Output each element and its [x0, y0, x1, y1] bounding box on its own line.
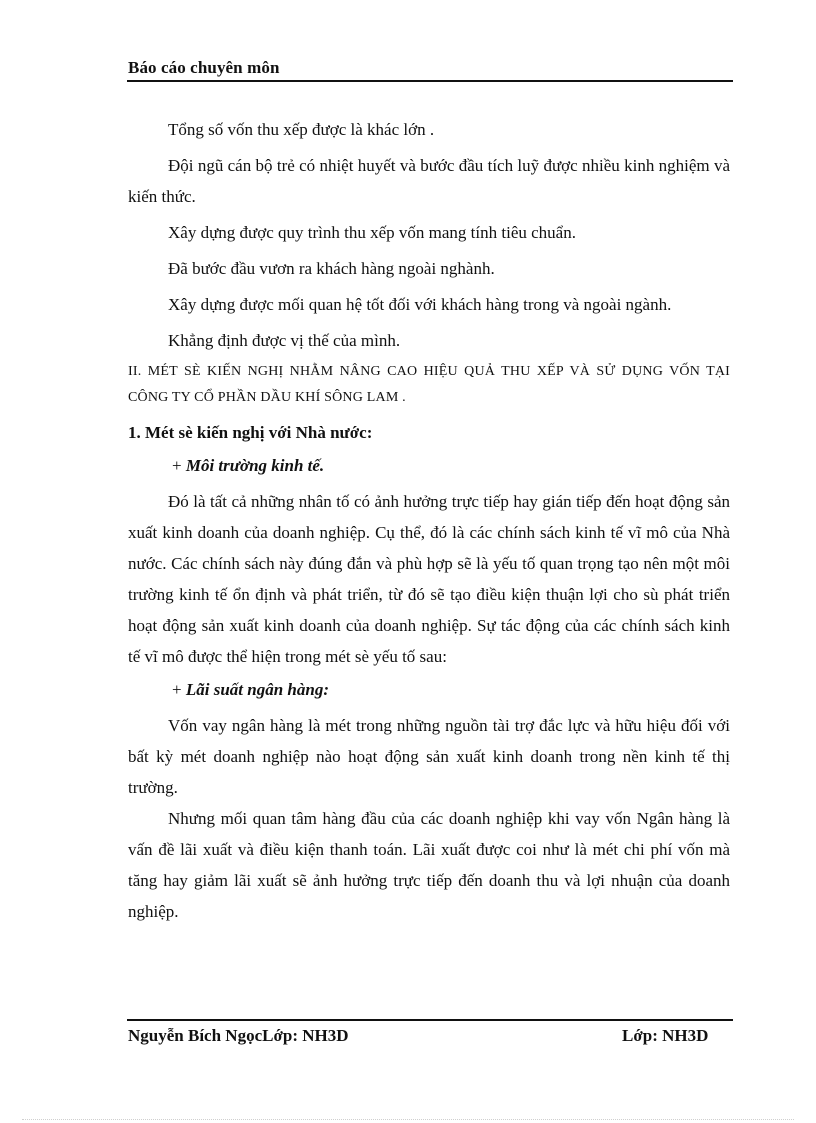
paragraph-economic-environment: Đó là tất cả những nhân tố có ảnh hưởng trực tiếp hay gián tiếp đến hoạt động sản xuất kinh doanh của doanh nghiệp. Cụ thể, đó là các chính sách kinh tế vĩ mô của Nhà nước. Các chính sách này đúng đắn và phù hợp sẽ là yếu tố quan trọng tạo nên một môi trường kinh tế ổn định và phát triển, từ đó sẽ tạo điều kiện thuận lợi cho sù phát triển hoạt động sản xuất kinh doanh của doanh nghiệp. Sự tác động của các chính sách kinh tế vĩ mô được thể hiện trong mét sè yếu tố sau: [128, 492, 730, 666]
paragraph-intro-4: Đã bước đầu vươn ra khách hàng ngoài nghành. [168, 259, 495, 278]
footer-class: Lớp: NH3D [622, 1026, 709, 1045]
document-body [128, 114, 730, 927]
bullet-label: Lãi suất ngân hàng: [185, 680, 329, 699]
paragraph-bank-loans: Vốn vay ngân hàng là mét trong những nguồn tài trợ đắc lực và hữu hiệu đối với bất kỳ mét doanh nghiệp nào hoạt động sản xuất kinh doanh trong nền kinh tế thị trường. [128, 716, 730, 797]
header-title: Báo cáo chuyên môn [128, 58, 280, 77]
header-rule [127, 80, 733, 82]
bullet-economic-environment [172, 450, 730, 481]
paragraph-intro-5: Xây dựng được mối quan hệ tốt đối với khách hàng trong và ngoài ngành. [168, 295, 672, 314]
paragraph-intro-3: Xây dựng được quy trình thu xếp vốn mang tính tiêu chuẩn. [168, 223, 576, 242]
bullet-interest-rate [172, 674, 730, 705]
bullet-prefix: + [172, 680, 186, 699]
bullet-label: Môi trường kinh tế. [185, 456, 325, 475]
paragraph-interest-concern: Nhưng mối quan tâm hàng đầu của các doanh nghiệp khi vay vốn Ngân hàng là vấn đề lãi xuất và điều kiện thanh toán. Lãi xuất được coi như là mét chi phí vốn mà tăng hay giảm lãi xuất sẽ ảnh hưởng trực tiếp đến doanh thu và lợi nhuận của doanh nghiệp. [128, 809, 730, 921]
paragraph-intro-6: Khẳng định được vị thế của mình. [168, 331, 401, 350]
section-heading: II. MÉT SÈ KIẾN NGHỊ NHẰM NÂNG CAO HIỆU QUẢ THU XẾP VÀ SỬ DỤNG VỐN TẠI CÔNG TY CỔ PHẦN DẦU KHÍ SÔNG LAM . [128, 364, 730, 405]
subsection-heading: 1. Mét sè kiến nghị với Nhà nước: [128, 423, 373, 442]
bullet-prefix: + [172, 456, 186, 475]
footer-rule [127, 1019, 733, 1021]
paragraph-intro-1: Tổng số vốn thu xếp được là khác lớn . [168, 120, 435, 139]
paragraph-intro-2: Đội ngũ cán bộ trẻ có nhiệt huyết và bước đầu tích luỹ được nhiều kinh nghiệm và kiến thức. [128, 156, 730, 206]
page-edge-divider [22, 1119, 794, 1120]
footer-author: Nguyễn Bích NgọcLớp: NH3D [128, 1026, 349, 1045]
